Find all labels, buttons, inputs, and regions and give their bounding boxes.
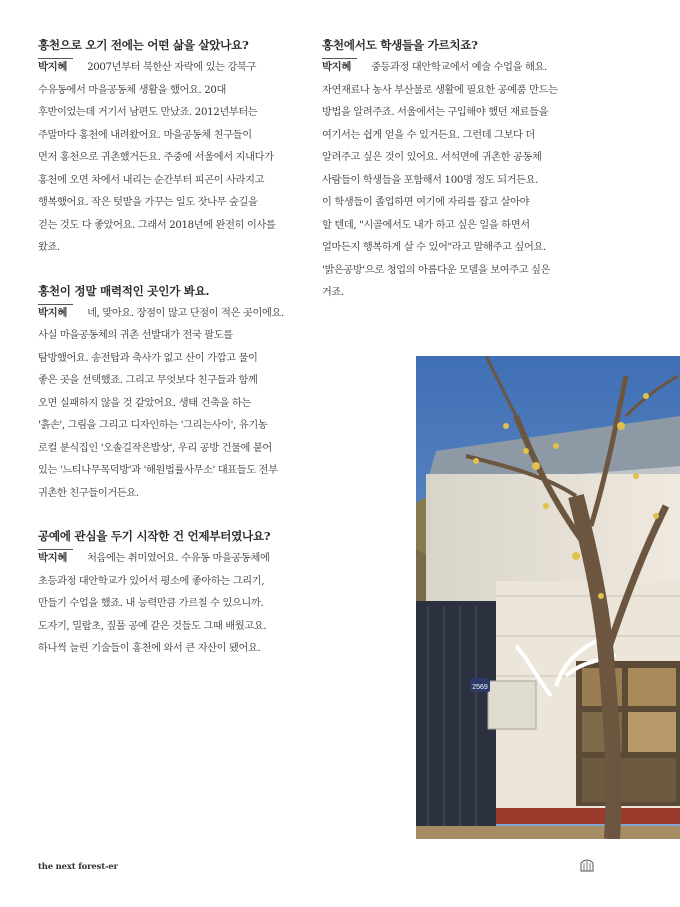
magazine-logo-icon: [578, 856, 596, 874]
answer-text: 박지혜 네, 맞아요. 장점이 많고 단점이 적은 곳이에요. 사실 마을공동체의 귀촌 선발대가 전국 팔도를 탐방했어요. 송전탑과 축사가 없고 산이 가깝고 물이 좋은 곳을 선택했죠. 그리고 무엇보다 친구들과 함께 오면 실패하지 않을 것 같았어요. 생태 건축을 하는 '흙손', 그림을 그리고 디자인하는 '그리는사이', 유기농 로컬 분식집인 '오솔길작은밥상', 우리 공방 건물에 붙어 있는 '느티나무목덕방'과 '해원법률사무소' 대표들도 전부 귀촌한 친구들이거든요.: [38, 303, 303, 506]
speaker-label: 박지혜: [38, 58, 73, 76]
address-sign-number: 2569: [472, 684, 488, 691]
magazine-title: the next forest-er: [38, 862, 118, 872]
answer-text: 박지혜 처음에는 취미였어요. 수유동 마을공동체에 초등과정 대안학교가 있어서 평소에 좋아하는 그리기, 만들기 수업을 했죠. 내 능력만큼 가르칠 수 있으니까. 도자기, 밀랍초, 짚풀 공예 같은 것들도 그때 배웠고요. 하나씩 늘린 기술들이 홍천에 와서 큰 자산이 됐어요.: [38, 548, 303, 661]
qa-block-3: [38, 527, 303, 661]
qa-block-2: [38, 282, 303, 506]
question-heading: 홍천에서도 학생들을 가르치죠?: [322, 38, 478, 52]
speaker-label: 박지혜: [38, 304, 73, 322]
workshop-photo: [416, 356, 680, 839]
question-heading: 홍천이 정말 매력적인 곳인가 봐요.: [38, 283, 210, 298]
speaker-label: 박지혜: [322, 58, 357, 76]
workshop-photo-illustration: [416, 356, 680, 839]
speaker-label: 박지혜: [38, 549, 73, 567]
question-heading: 홍천으로 오기 전에는 어떤 삶을 살았나요?: [38, 38, 249, 52]
left-column: [38, 36, 303, 683]
question-heading: 공예에 관심을 두기 시작한 건 언제부터였나요?: [38, 529, 271, 543]
right-column: [322, 36, 597, 327]
answer-text: 박지혜 2007년부터 북한산 자락에 있는 강북구 수유동에서 마을공동체 생활을 했어요. 20대 후반이었는데 거기서 남편도 만났죠. 2012년부터는 주말마다 홍천에 내려왔어요. 마을공동체 친구들이 먼저 홍천으로 귀촌했거든요. 주중에 서울에서 지내다가 홍천에 오면 차에서 내리는 순간부터 피곤이 사라지고 행복했어요. 작은 텃밭을 가꾸는 일도 잣나무 숲길을 걷는 것도 다 좋았어요. 그래서 2018년에 완전히 이사를 왔죠.: [38, 57, 303, 260]
answer-text: 박지혜 중등과정 대안학교에서 예술 수업을 해요. 자연재료나 농사 부산물로 생활에 필요한 공예품 만드는 방법을 알려주죠. 서울에서는 구입해야 했던 재료들을 여기서는 쉽게 얻을 수 있거든요. 그런데 그보다 더 알려주고 싶은 것이 있어요. 서석면에 귀촌한 공동체 사람들이 학생들을 포함해서 100명 정도 되거든요. 이 학생들이 졸업하면 여기에 자리를 잡고 살아야 할 텐데, "시골에서도 내가 하고 싶은 일을 하면서 얼마든지 행복하게 살 수 있어"라고 말해주고 싶어요. '밝은공방'으로 청업의 아름다운 모델을 보여주고 싶은 거죠.: [322, 57, 597, 305]
qa-block-4: [322, 36, 597, 305]
qa-block-1: [38, 36, 303, 260]
